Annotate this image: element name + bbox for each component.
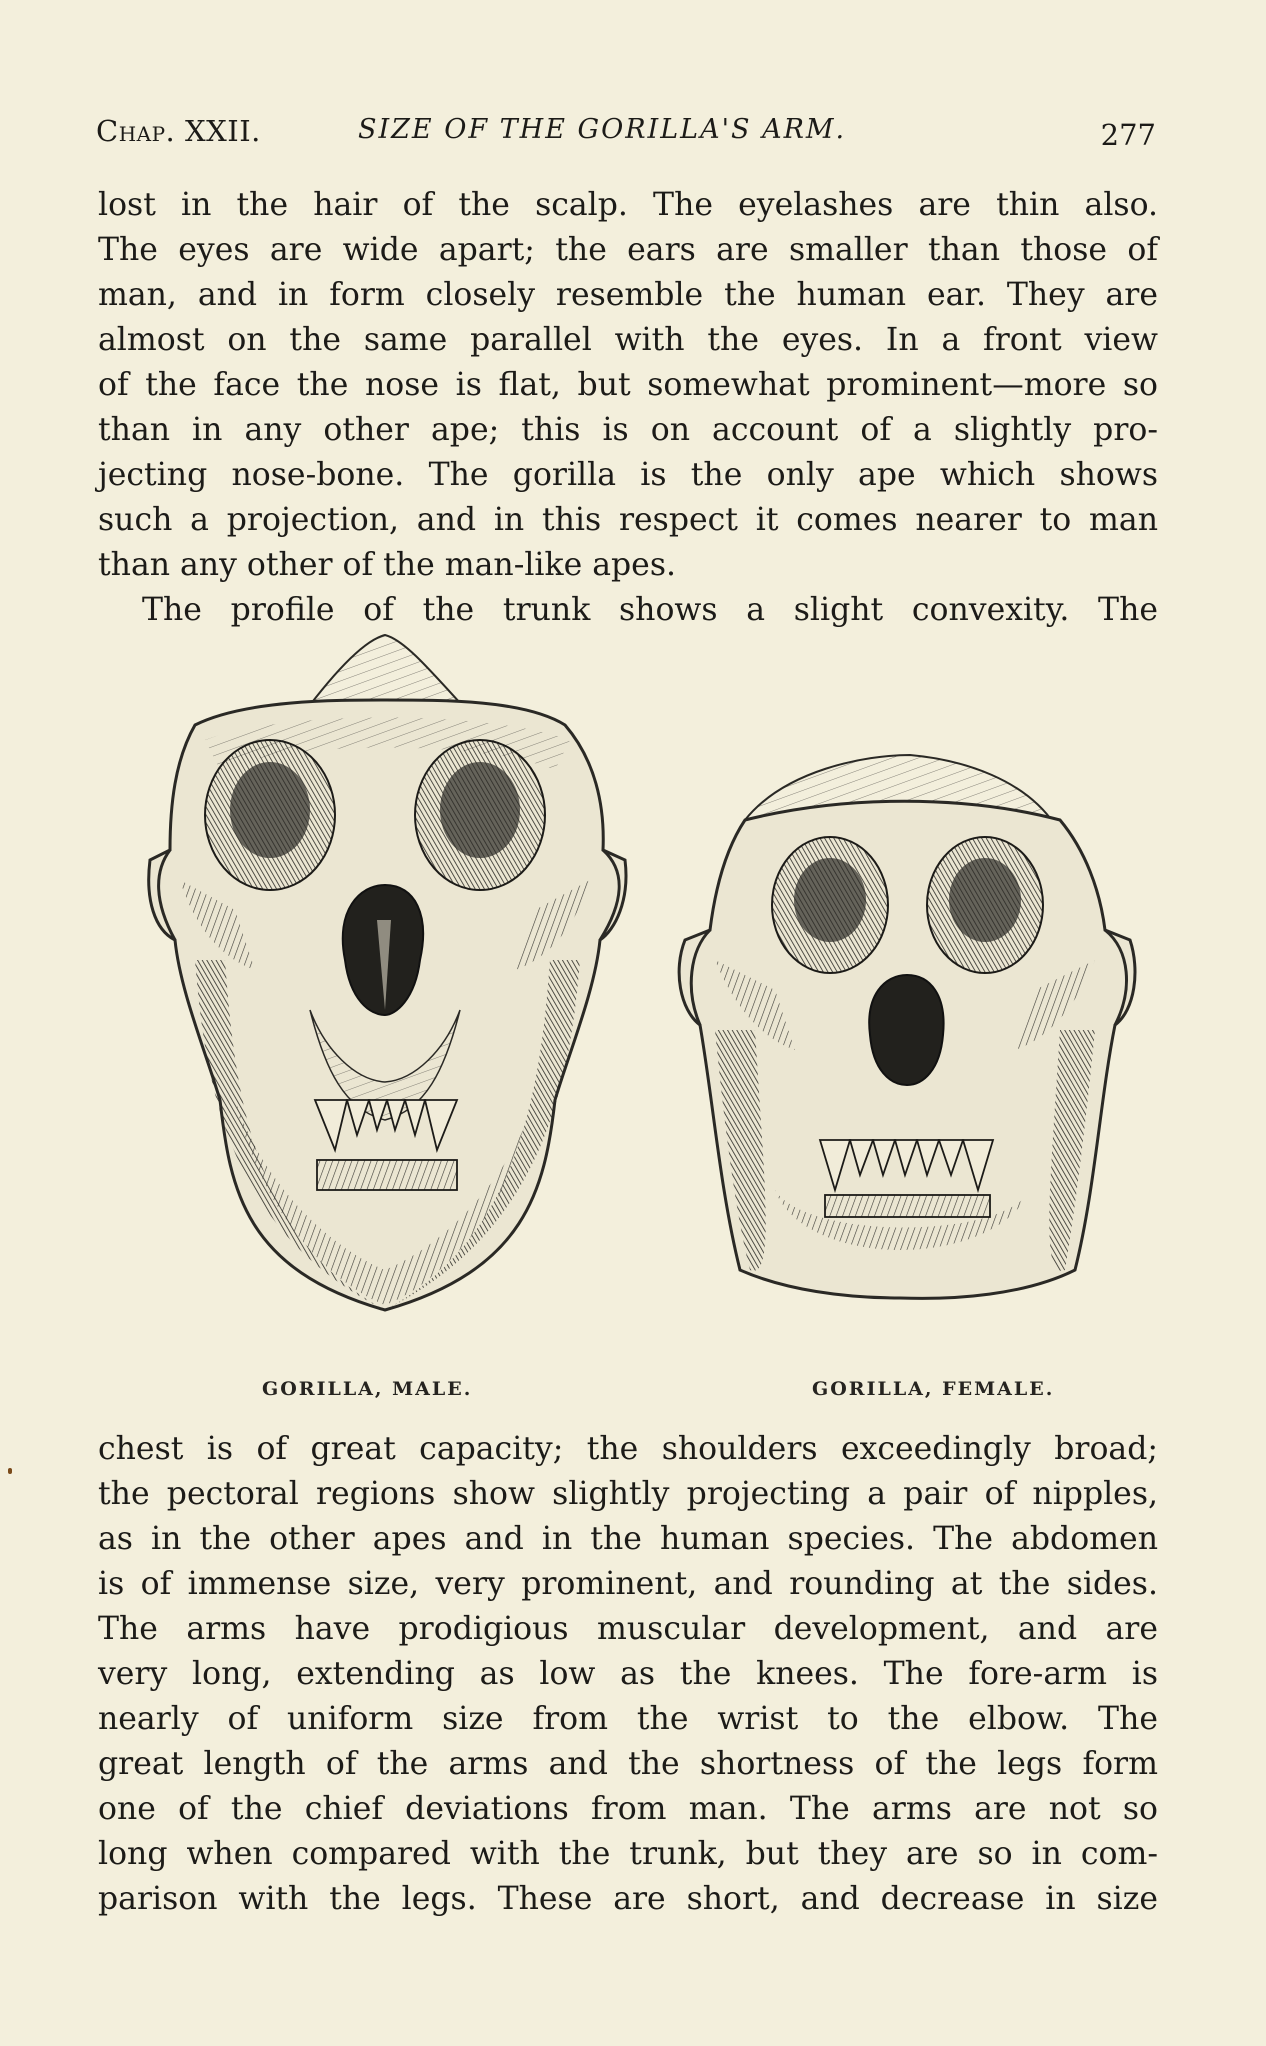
paper-speck	[8, 1468, 12, 1474]
text-line: nearly of uniform size from the wrist to the elbow. The	[98, 1701, 1158, 1737]
text-line: The eyes are wide apart; the ears are smaller than those of	[98, 232, 1158, 268]
text-line: lost in the hair of the scalp. The eyelashes are thin also.	[98, 187, 1158, 223]
text-line: the pectoral regions show slightly projecting a pair of nipples,	[98, 1476, 1158, 1512]
caption-female: GORILLA, FEMALE.	[812, 1378, 1055, 1400]
text-line: very long, extending as low as the knees. The fore-arm is	[98, 1656, 1158, 1692]
text-line: The profile of the trunk shows a slight convexity. The	[142, 592, 1158, 628]
text-line: The arms have prodigious muscular development, and are	[98, 1611, 1158, 1647]
text-line: than any other of the man-like apes.	[98, 547, 676, 583]
caption-male: GORILLA, MALE.	[262, 1378, 473, 1400]
text-line: is of immense size, very prominent, and rounding at the sides.	[98, 1566, 1158, 1602]
running-title: SIZE OF THE GORILLA'S ARM.	[358, 114, 847, 145]
female-skull-drawing	[679, 755, 1135, 1298]
text-line: chest is of great capacity; the shoulders exceedingly broad;	[98, 1431, 1158, 1467]
bottom-text-block	[98, 1427, 1158, 1922]
text-line: one of the chief deviations from man. The arms are not so	[98, 1791, 1158, 1827]
text-line: great length of the arms and the shortness of the legs form	[98, 1746, 1158, 1782]
page-number: 277	[1100, 118, 1156, 152]
text-line: long when compared with the trunk, but they are so in com-	[98, 1836, 1158, 1872]
text-line: jecting nose-bone. The gorilla is the only ape which shows	[98, 457, 1158, 493]
text-line: than in any other ape; this is on account of a slightly pro-	[98, 412, 1158, 448]
text-line: such a projection, and in this respect it comes nearer to man	[98, 502, 1158, 538]
text-line: parison with the legs. These are short, and decrease in size	[98, 1881, 1158, 1917]
text-line: man, and in form closely resemble the human ear. They are	[98, 277, 1158, 313]
chapter-label: Chap. XXII.	[96, 114, 261, 148]
gorilla-skulls-illustration	[85, 630, 1185, 1360]
top-text-block	[98, 183, 1158, 633]
male-skull-drawing	[149, 635, 626, 1310]
text-line: as in the other apes and in the human species. The abdomen	[98, 1521, 1158, 1557]
text-line: almost on the same parallel with the eyes. In a front view	[98, 322, 1158, 358]
text-line: of the face the nose is flat, but somewhat prominent—more so	[98, 367, 1158, 403]
running-head	[96, 112, 1156, 156]
